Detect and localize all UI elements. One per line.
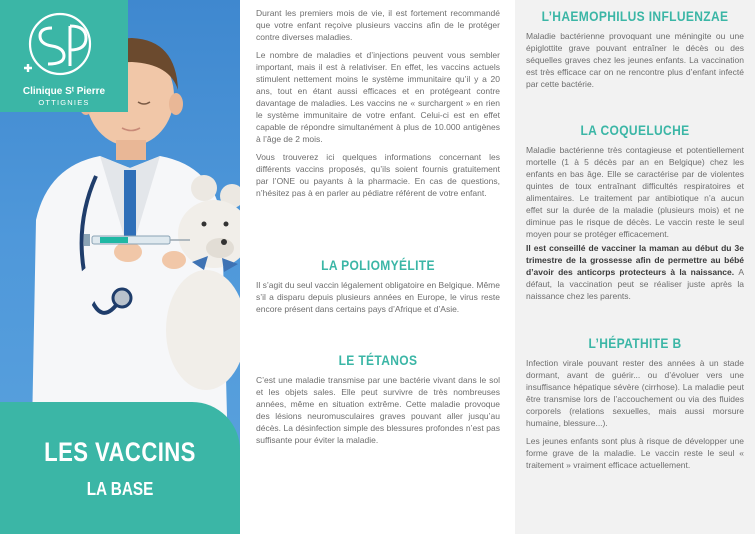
right-column <box>526 0 744 534</box>
polio-section <box>256 247 500 321</box>
haemophilus-text: Maladie bactérienne provoquant une méningite ou une épiglottite grave pouvant entraîner le décès ou des séquelles graves chez les jeunes enfants. La vaccination est très efficace car on ne rencontre plus d’enfant infecté par cette bactérie. <box>526 31 744 89</box>
cover-title: LES VACCINS <box>44 437 196 467</box>
hepatite-text: Infection virale pouvant rester des années à un stade dormant, avant de guérir... ou d’évoluer vers une insuffisance hépatique sévère (cirrhose). La maladie peut être transmise lors de l’accouchement ou via des fluides corporels (relations sexuelles, mais aussi morsure humaine, blessure...). <box>526 358 744 428</box>
hepatite-text-2: Les jeunes enfants sont plus à risque de développer une forme grave de la maladie. Le vaccin reste le seul « traitement » vraiment efficace actuellement. <box>526 436 744 470</box>
intro-paragraph-2: Le nombre de maladies et d’injections peuvent vous sembler important, mais il est à relativiser. En effet, les vaccins actuels stimulent nettement moins le système immunitaire qu’il y a 20 ans, tout en étant aussi efficaces et en protégeant contre davantage de maladies. Les vaccins ne « surchargent » en rien le système immunitaire de votre enfant. Celui-ci est en effet capable de répondre simultanément à plus de 10.000 antigènes à l’âge de 2 mois. <box>256 50 500 144</box>
clinic-logo-icon <box>18 8 102 84</box>
tetanos-text: C’est une maladie transmise par une bactérie vivant dans le sol et les objets sales. Elle peut survivre de très nombreuses années, même en situation extrême. Cette maladie provoque des lésions neuromusculaires graves pouvant aller jusqu’au décès. La désinfection simple des blessures profondes n’est pas suffisante pour éviter la maladie. <box>256 375 500 445</box>
clinic-city: OTTIGNIES <box>38 98 90 107</box>
intro-paragraph-1: Durant les premiers mois de vie, il est fortement recommandé que votre enfant reçoive plusieurs vaccins afin de le protéger contre diverses maladies. <box>256 8 500 42</box>
clinic-name: Clinique Sᵗ Pierre <box>22 86 106 97</box>
coqueluche-heading: LA COQUELUCHE <box>580 122 690 138</box>
intro-paragraph-3: Vous trouverez ici quelques informations concernant les différents vaccins proposés, qu’ils soient fournis gratuitement par l’ONE ou payants à la pharmacie. En cas de questions, n’hésitez pas à en parler au pédiatre référent de votre enfant. <box>256 152 500 198</box>
coqueluche-strong-text: Il est conseillé de vacciner la maman au début du 3e trimestre de la grossesse afin de permettre au bébé d’avoir des anticorps protecteurs à la naissance. <box>526 243 744 277</box>
coqueluche-after-text: A défaut, la vaccination peut se réaliser juste après la naissance chez les parents. <box>526 267 744 301</box>
title-band <box>0 402 240 534</box>
coqueluche-section <box>526 112 744 302</box>
intro-section <box>256 7 500 205</box>
polio-heading: LA POLIOMYÉLITE <box>321 257 435 273</box>
coqueluche-text: Maladie bactérienne très contagieuse et potentiellement mortelle (1 à 5 décès par an en Belgique) chez les enfants en bas âge. Elle se caractérise par de violentes quintes de toux entraînant difficultés respiratoires et alimentaires. Le traitement par antibiotique n’a aucun effet sur la durée de la maladie (plusieurs mois) et ne diminue pas le risque de décès. Le vaccin reste le seul moyen pour se protéger efficacement. <box>526 145 744 239</box>
tetanos-heading: LE TÉTANOS <box>338 352 418 368</box>
haemophilus-section <box>526 0 744 96</box>
polio-text: Il s’agit du seul vaccin légalement obligatoire en Belgique. Même s’il a disparu depuis plusieurs années en Europe, le virus reste encore présent dans certains pays d’Afrique et d’Asie. <box>256 280 500 314</box>
cover-panel <box>0 0 240 534</box>
cover-subtitle: LA BASE <box>86 479 154 499</box>
haemophilus-heading: L’HAEMOPHILUS INFLUENZAE <box>541 8 729 24</box>
tetanos-section <box>256 342 500 452</box>
coqueluche-highlight <box>526 242 744 302</box>
middle-column <box>256 0 500 534</box>
hepatite-section <box>526 325 744 477</box>
hepatite-heading: L’HÉPATHITE B <box>588 335 682 351</box>
